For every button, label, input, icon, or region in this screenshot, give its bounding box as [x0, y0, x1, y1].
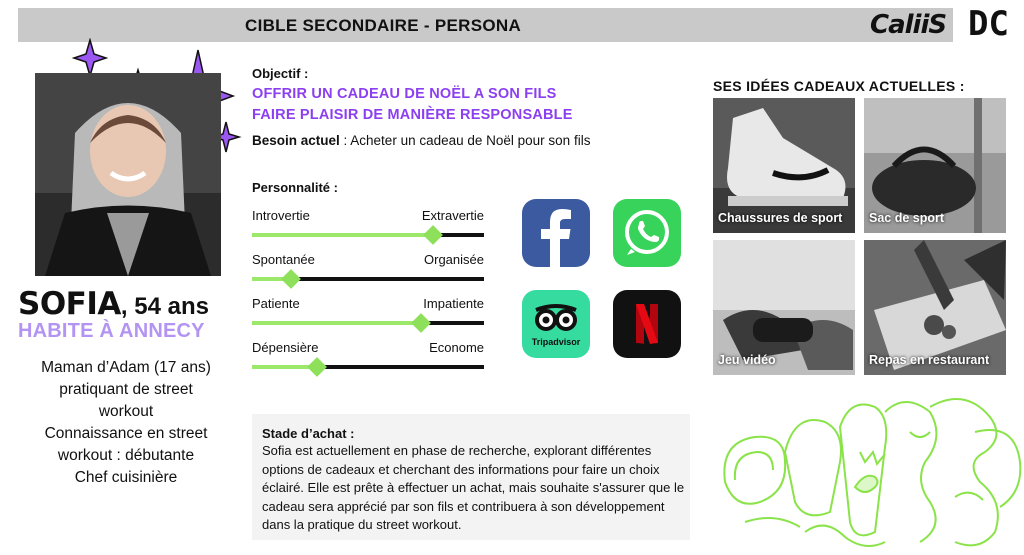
trait-right-label: Extravertie [421, 208, 484, 223]
brand-logo: CaliiS [870, 10, 947, 40]
bio-line: Maman d’Adam (17 ans) [41, 359, 211, 376]
trait-right-label: Econome [429, 340, 484, 355]
trait-left-label: Spontanée [252, 252, 315, 267]
trait-slider [252, 252, 484, 294]
trait-slider [252, 208, 484, 250]
dc-logo: DC [968, 4, 1009, 44]
sparkle-icon [74, 40, 106, 76]
trait-right-label: Impatiente [423, 296, 484, 311]
persona-first-name: SOFIA [18, 286, 121, 322]
objectif-line-2: FAIRE PLAISIR DE MANIÈRE RESPONSABLE [252, 107, 573, 123]
besoin-actuel [252, 133, 590, 148]
personnalite-label: Personnalité : [252, 180, 338, 195]
persona-age: , 54 ans [120, 293, 209, 320]
besoin-label: Besoin actuel [252, 133, 340, 148]
trait-track [252, 321, 484, 325]
trait-left-label: Introvertie [252, 208, 310, 223]
persona-name [18, 286, 209, 322]
bio-line: Chef cuisinière [74, 469, 178, 486]
trait-slider [252, 340, 484, 382]
idea-card-sneakers [713, 98, 855, 233]
besoin-text: : Acheter un cadeau de Noël pour son fils [339, 133, 591, 148]
idea-caption: Repas en restaurant [869, 353, 990, 367]
trait-left-label: Patiente [252, 296, 300, 311]
trait-knob [282, 269, 302, 289]
trait-right-label: Organisée [424, 252, 484, 267]
idea-caption: Jeu vidéo [718, 353, 776, 367]
persona-location: HABITE À ANNECY [18, 320, 205, 342]
trait-knob [423, 225, 443, 245]
objectif-label: Objectif : [252, 66, 309, 81]
bio-line: workout : débutante [57, 447, 195, 464]
idea-card-gym-bag [864, 98, 1006, 233]
graffiti-decoration [715, 392, 1024, 555]
bio-line: Connaissance en street [44, 425, 208, 442]
persona-photo [35, 73, 221, 276]
tripadvisor-label: Tripadvisor [531, 337, 581, 347]
idea-caption: Sac de sport [869, 211, 945, 225]
trait-knob [307, 357, 327, 377]
objectif-line-1: OFFRIR UN CADEAU DE NOËL A SON FILS [252, 86, 557, 102]
bio-line: workout [98, 403, 154, 420]
stade-achat-label: Stade d’achat : [262, 426, 355, 441]
trait-fill [252, 233, 433, 237]
trait-track [252, 365, 484, 369]
trait-track [252, 277, 484, 281]
tripadvisor-icon[interactable] [522, 290, 590, 358]
stade-achat-text: Sofia est actuellement en phase de recherche, explorant différentes options de cadeaux et cherchant des informations pour faire un choix éclairé. Elle est prête à effectuer un achat, mais souhaite s'assurer que le cadeau sera apprécié par son fils et contribuera à son développement dans la pratique du street workout. [262, 443, 685, 532]
idea-caption: Chaussures de sport [718, 211, 843, 225]
trait-knob [411, 313, 431, 333]
page-title: CIBLE SECONDAIRE - PERSONA [245, 16, 522, 35]
facebook-icon[interactable] [522, 199, 590, 267]
netflix-icon[interactable] [613, 290, 681, 358]
ideas-title: SES IDÉES CADEAUX ACTUELLES : [713, 78, 965, 94]
trait-left-label: Dépensière [252, 340, 319, 355]
idea-card-restaurant [864, 240, 1006, 375]
idea-card-video-game [713, 240, 855, 375]
trait-slider [252, 296, 484, 338]
persona-bio [22, 357, 230, 489]
trait-track [252, 233, 484, 237]
bio-line: pratiquant de street [59, 381, 193, 398]
trait-fill [252, 321, 421, 325]
whatsapp-icon[interactable] [613, 199, 681, 267]
